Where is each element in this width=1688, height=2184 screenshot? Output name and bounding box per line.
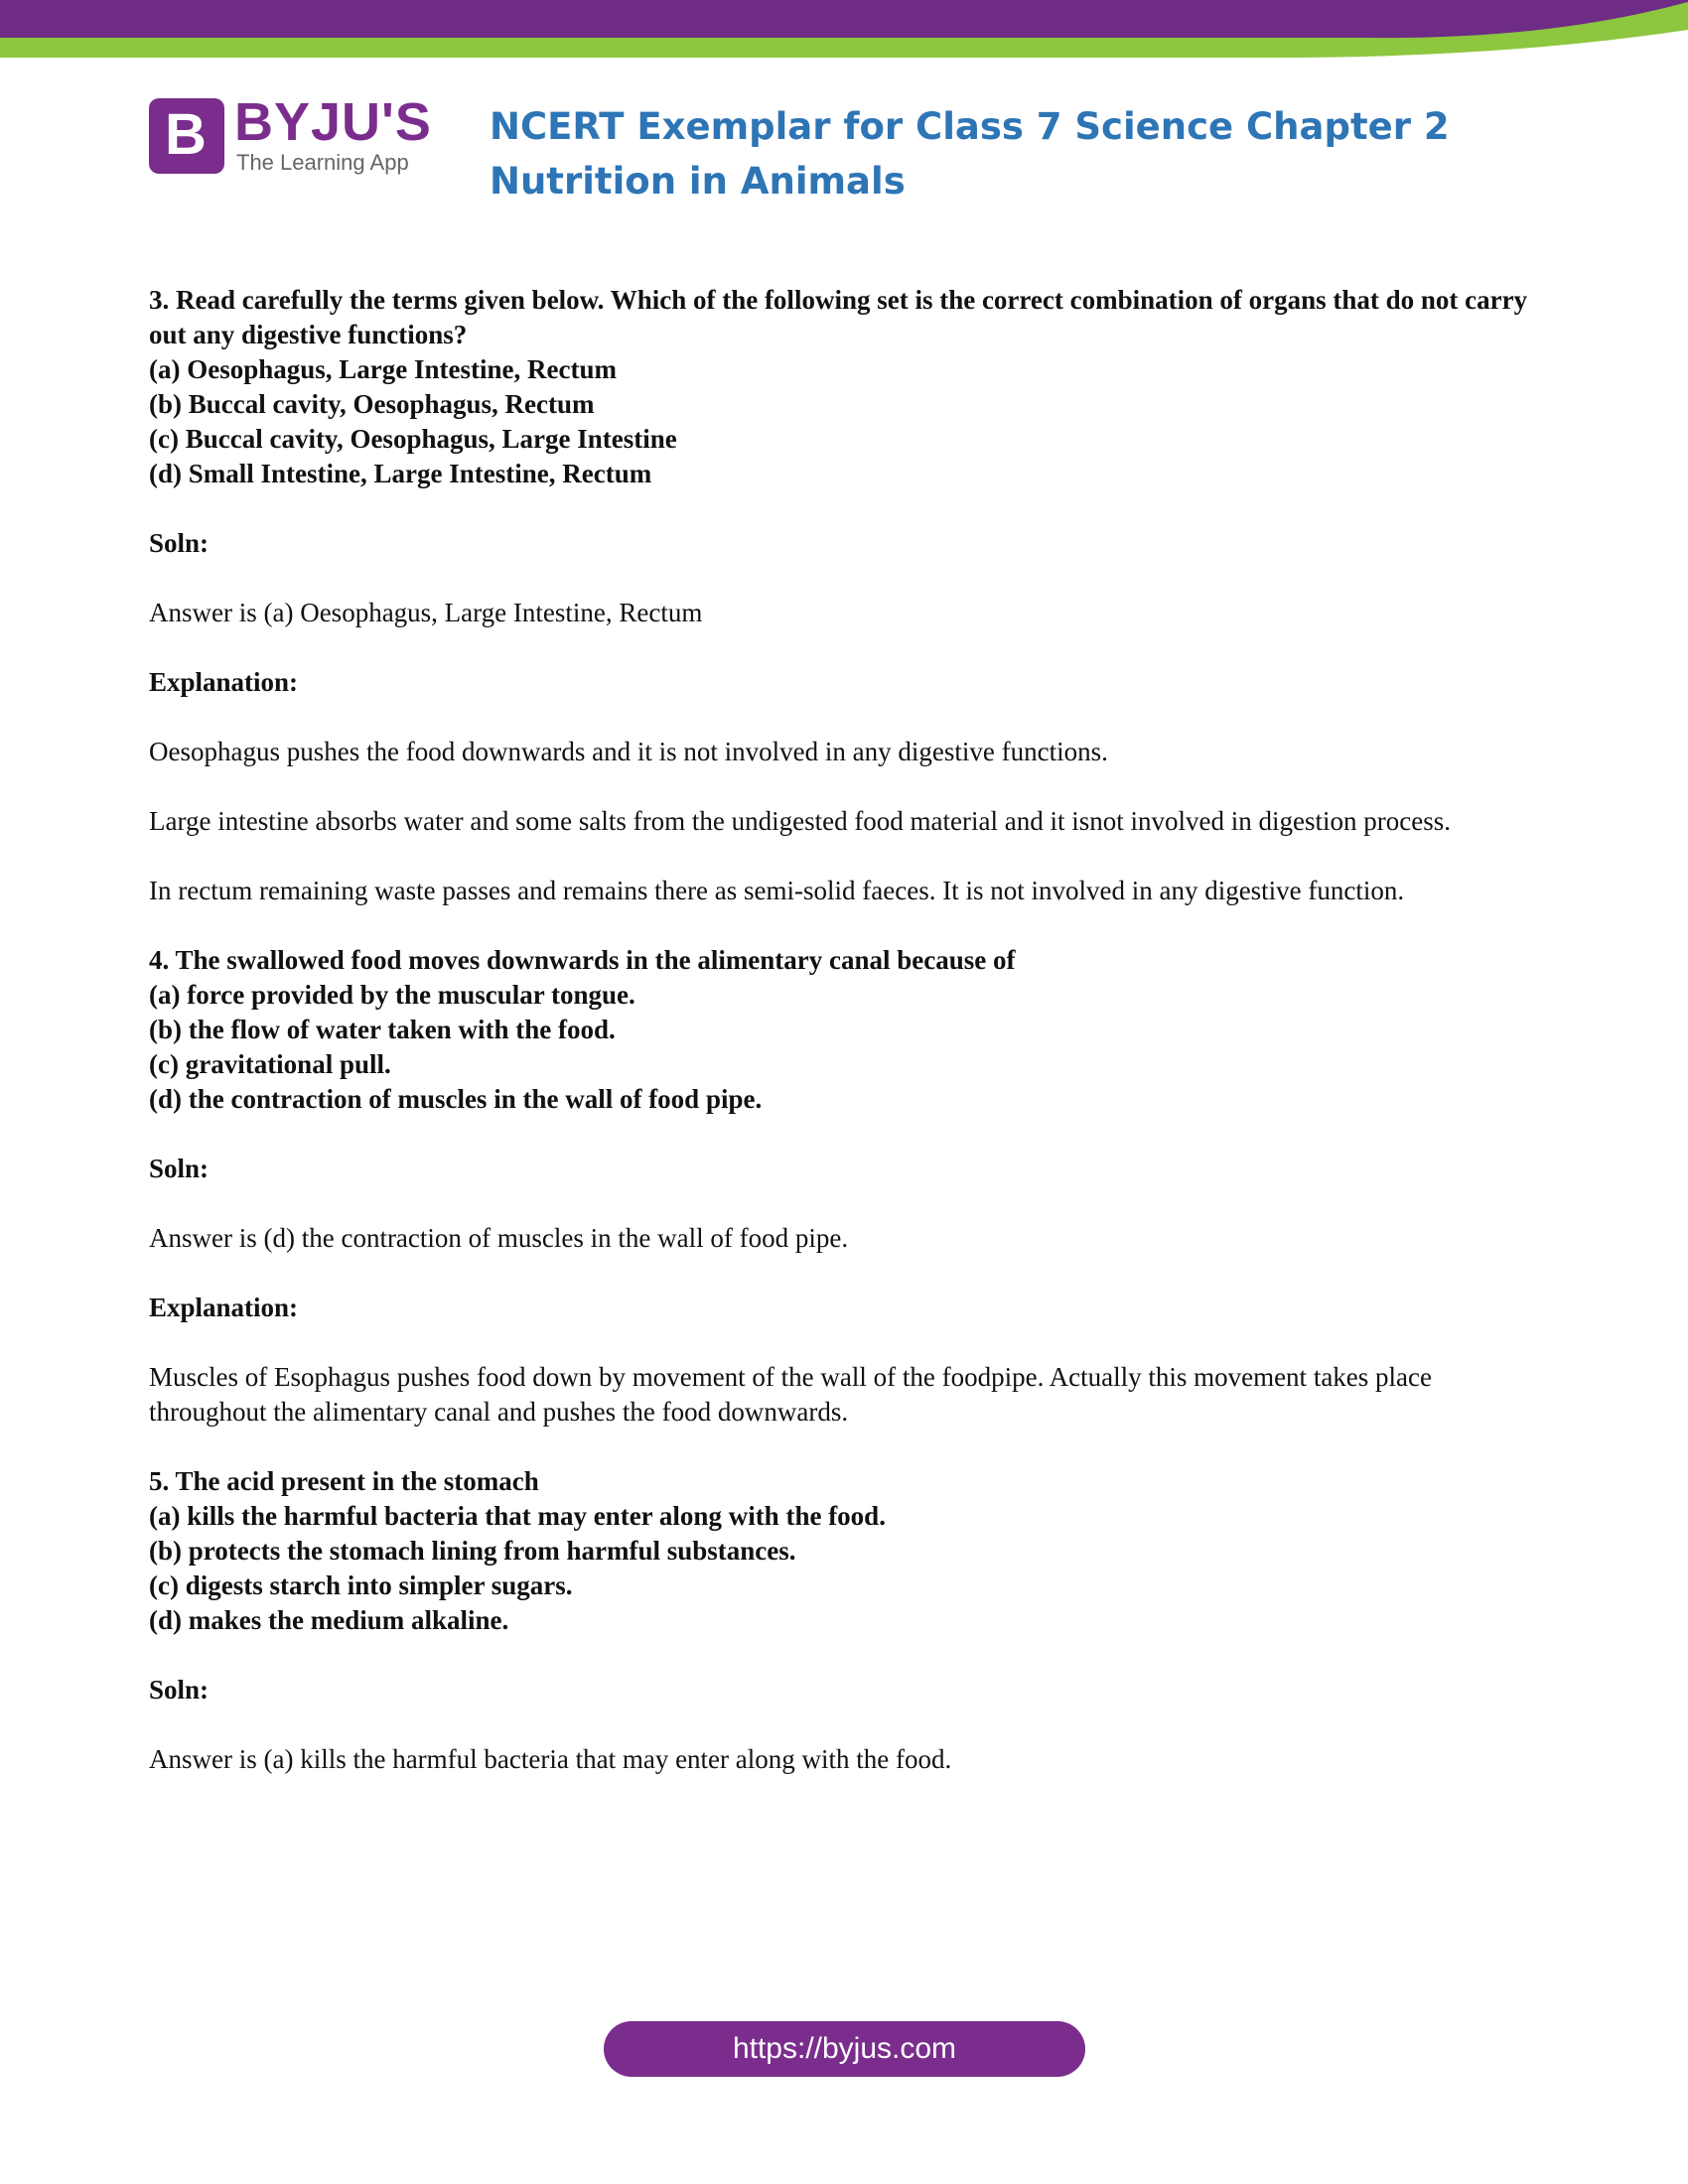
document-body (149, 283, 1539, 1777)
byjus-logo (149, 94, 437, 184)
question-5-soln-label: Soln: (149, 1675, 210, 1705)
question-3: 3. Read carefully the terms given below. Which of the following set is the correct combination of organs that do not carry out any digestive functions? (149, 285, 1528, 349)
brand-name: BYJU'S (234, 92, 432, 152)
top-banner (0, 0, 1688, 60)
question-3-explanation-1: Oesophagus pushes the food downwards and it is not involved in any digestive functions. (149, 737, 1108, 766)
question-5-option-b: (b) protects the stomach lining from harmful substances. (149, 1536, 796, 1566)
question-3-explanation-3: In rectum remaining waste passes and remains there as semi-solid faeces. It is not involved in any digestive function. (149, 876, 1405, 905)
question-4-option-d: (d) the contraction of muscles in the wall of food pipe. (149, 1084, 763, 1114)
logo-mark (149, 98, 224, 174)
banner-purple-band (0, 0, 1688, 38)
question-4-option-b: (b) the flow of water taken with the food. (149, 1015, 616, 1044)
question-3-option-c: (c) Buccal cavity, Oesophagus, Large Intestine (149, 424, 677, 454)
question-3-explanation-label: Explanation: (149, 667, 299, 697)
brand-tagline: The Learning App (236, 150, 409, 175)
question-3-option-a: (a) Oesophagus, Large Intestine, Rectum (149, 354, 617, 384)
question-3-soln-label: Soln: (149, 528, 210, 558)
question-5-option-d: (d) makes the medium alkaline. (149, 1605, 509, 1635)
question-4-explanation-label: Explanation: (149, 1293, 299, 1322)
page-title: NCERT Exemplar for Class 7 Science Chapter 2 Nutrition in Animals (490, 105, 1450, 203)
question-5-option-c: (c) digests starch into simpler sugars. (149, 1570, 573, 1600)
question-4-soln-label: Soln: (149, 1154, 210, 1183)
question-4: 4. The swallowed food moves downwards in the alimentary canal because of (149, 945, 1016, 975)
question-3-answer: Answer is (a) Oesophagus, Large Intestine, Rectum (149, 598, 703, 627)
question-5: 5. The acid present in the stomach (149, 1466, 539, 1496)
question-4-answer: Answer is (d) the contraction of muscles in the wall of food pipe. (149, 1223, 849, 1253)
footer-url-link[interactable]: https://byjus.com (604, 2021, 1085, 2077)
question-5-option-a: (a) kills the harmful bacteria that may enter along with the food. (149, 1501, 886, 1531)
question-3-option-b: (b) Buccal cavity, Oesophagus, Rectum (149, 389, 595, 419)
question-4-explanation-1: Muscles of Esophagus pushes food down by movement of the wall of the foodpipe. Actually this movement takes place throughout the alimentary canal and pushes the food downwards. (149, 1362, 1432, 1427)
question-3-explanation-2: Large intestine absorbs water and some salts from the undigested food material and it isnot involved in digestion process. (149, 806, 1451, 836)
question-4-option-c: (c) gravitational pull. (149, 1049, 391, 1079)
logo-letter: B (165, 102, 207, 167)
question-4-option-a: (a) force provided by the muscular tongue. (149, 980, 635, 1010)
question-5-answer: Answer is (a) kills the harmful bacteria that may enter along with the food. (149, 1744, 952, 1774)
question-3-option-d: (d) Small Intestine, Large Intestine, Rectum (149, 459, 652, 488)
